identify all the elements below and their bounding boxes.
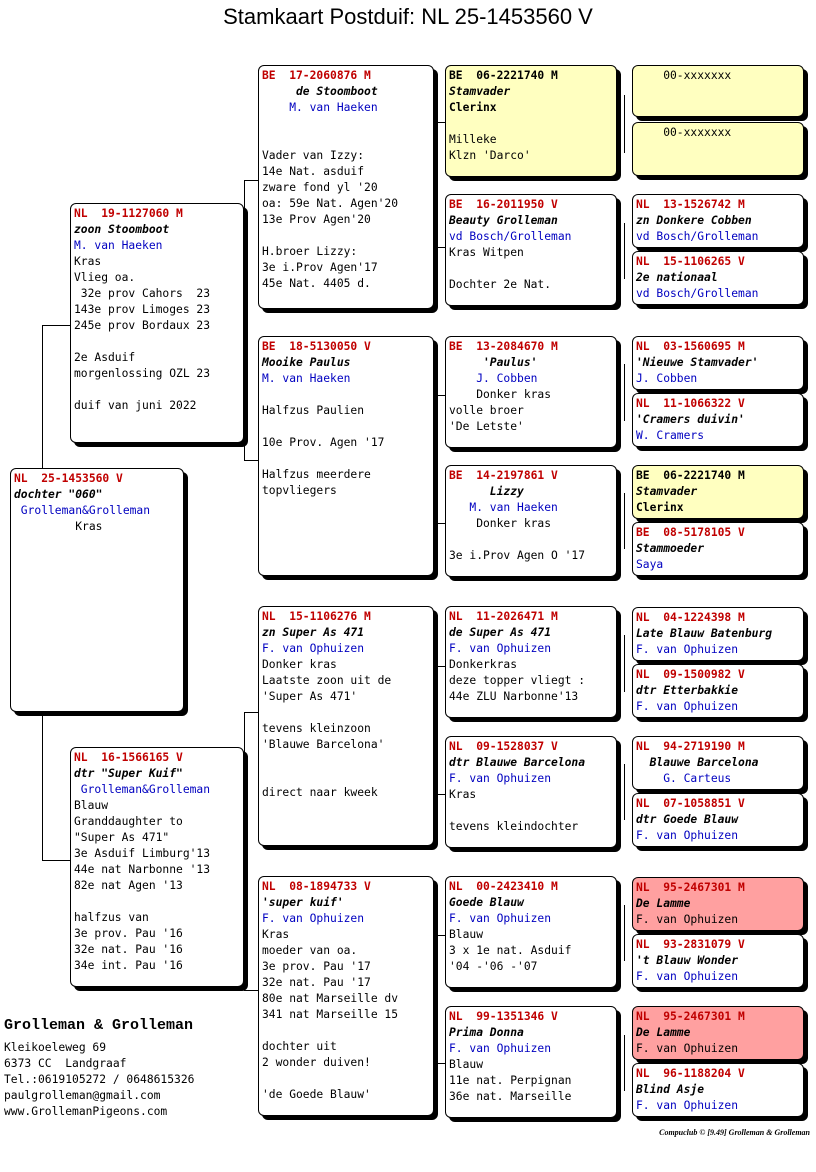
connector-line: [436, 666, 445, 667]
footer-credit: Compuclub © [9.49] Grolleman & Grolleman: [659, 1128, 810, 1137]
pigeon-name: De Lamme: [636, 1026, 691, 1039]
pigeon-name: Stammoeder: [636, 542, 705, 555]
pigeon-card-g4-15: [632, 1006, 804, 1060]
pigeon-info-line: [449, 803, 613, 819]
breeder-name: F. van Ophuizen: [636, 700, 739, 713]
pigeon-name: dtr Goede Blauw: [636, 813, 739, 826]
pigeon-card-proband: [10, 468, 184, 712]
breeder-name: vd Bosch/Grolleman: [636, 230, 759, 243]
breeder-name: vd Bosch/Grolleman: [449, 230, 572, 243]
breeder-name: F. van Ophuizen: [449, 1042, 552, 1055]
pigeon-info-line: [74, 894, 240, 910]
connector-line: [42, 325, 70, 326]
pigeon-info-line: 341 nat Marseille 15: [262, 1008, 399, 1021]
pigeon-card-g4-13: [632, 877, 804, 931]
pigeon-name: dtr "Super Kuif": [74, 767, 183, 780]
breeder-name: F. van Ophuizen: [449, 912, 552, 925]
pigeon-info-line: 10e Prov. Agen '17: [262, 436, 385, 449]
ring-number: NL 09-1528037 V: [449, 740, 558, 753]
breeder-name: F. van Ophuizen: [636, 829, 739, 842]
ring-number: NL 19-1127060 M: [74, 207, 183, 220]
connector-line: [42, 860, 70, 861]
ring-number: BE 14-2197861 V: [449, 469, 558, 482]
pigeon-info-line: [262, 1071, 430, 1087]
breeder-name: G. Carteus: [636, 772, 732, 785]
pigeon-info-line: Blauw: [449, 1058, 484, 1071]
owner-info: [4, 1018, 194, 1120]
owner-address-street: Kleikoeleweg 69: [4, 1041, 107, 1054]
pigeon-info-line: Klzn 'Darco': [449, 149, 531, 162]
ring-number: NL 16-1566165 V: [74, 751, 183, 764]
pigeon-name: Blind Asje: [636, 1083, 705, 1096]
ring-number: NL 99-1351346 V: [449, 1010, 558, 1023]
connector-line: [624, 493, 625, 549]
breeder-name: Grolleman&Grolleman: [74, 783, 211, 796]
connector-line: [436, 247, 445, 248]
pigeon-name: Goede Blauw: [449, 896, 524, 909]
pigeon-info-line: 32e nat. Pau '17: [262, 976, 371, 989]
pigeon-card-mother: [70, 747, 244, 987]
pigeon-name: Prima Donna: [449, 1026, 524, 1039]
pigeon-name: 'super kuif': [262, 896, 344, 909]
pigeon-info-line: 44e ZLU Narbonne'13: [449, 690, 579, 703]
pigeon-info-line: 45e Nat. 4405 d.: [262, 277, 371, 290]
pigeon-info-line: 44e nat Narbonne '13: [74, 863, 211, 876]
connector-line: [436, 935, 445, 936]
connector-line: [436, 395, 445, 396]
pigeon-name: 2e nationaal: [636, 271, 718, 284]
owner-address-city: 6373 CC Landgraaf: [4, 1057, 127, 1070]
pigeon-info-line: 3 x 1e nat. Asduif: [449, 944, 572, 957]
ring-number: NL 25-1453560 V: [14, 472, 123, 485]
pigeon-card-g4-14: [632, 934, 804, 988]
connector-line: [244, 712, 258, 713]
pigeon-name: de Super As 471: [449, 626, 552, 639]
pigeon-info-line: 'de Goede Blauw': [262, 1088, 371, 1101]
pigeon-info-line: halfzus van: [74, 911, 149, 924]
connector-line: [436, 523, 445, 524]
pigeon-name: dochter "060": [14, 488, 103, 501]
pigeon-info-line: 3e prov. Pau '17: [262, 960, 371, 973]
pigeon-info-line: zware fond yl '20: [262, 181, 378, 194]
pigeon-name: dtr Blauwe Barcelona: [449, 756, 586, 769]
pigeon-info-line: 36e nat. Marseille: [449, 1090, 572, 1103]
pigeon-card-ffm: [445, 194, 617, 306]
pigeon-info-line: Halfzus meerdere: [262, 468, 371, 481]
pigeon-card-fmf: [445, 336, 617, 448]
pigeon-info-line: [262, 419, 430, 435]
connector-line: [244, 990, 258, 991]
pigeon-name: 'Paulus': [449, 356, 538, 369]
pigeon-info-line: [262, 116, 430, 132]
pigeon-info-line: [262, 769, 430, 785]
pigeon-name: Stamvader: [449, 85, 511, 98]
pigeon-name: Lizzy: [449, 485, 524, 498]
ring-number: NL 95-2467301 M: [636, 1010, 745, 1023]
connector-line: [244, 712, 245, 990]
pigeon-info-line: Donker kras: [262, 658, 337, 671]
pigeon-name: zn Super As 471: [262, 626, 365, 639]
pigeon-card-g4-10: [632, 664, 804, 718]
pigeon-info-line: Donker kras: [449, 388, 552, 401]
pigeon-info-line: '04 -'06 -'07: [449, 960, 538, 973]
pigeon-info-line: topvliegers: [262, 484, 337, 497]
breeder-name: F. van Ophuizen: [636, 643, 739, 656]
connector-line: [624, 95, 625, 153]
pigeon-info-line: [262, 1023, 430, 1039]
pigeon-info-line: dochter uit: [262, 1040, 337, 1053]
pigeon-info-line: [74, 382, 240, 398]
pigeon-card-mmf: [445, 876, 617, 988]
pigeon-info-line: Kras: [74, 255, 102, 268]
pigeon-info-line: 00-xxxxxxx: [636, 69, 732, 82]
connector-line: [244, 460, 258, 461]
pigeon-info-line: Granddaughter to: [74, 815, 183, 828]
connector-line: [624, 1035, 625, 1091]
page-title: Stamkaart Postduif: NL 25-1453560 V: [223, 4, 593, 29]
connector-line: [436, 935, 437, 1063]
pigeon-info-line: 34e int. Pau '16: [74, 959, 183, 972]
pigeon-info-line: 3e i.Prov Agen'17: [262, 261, 378, 274]
pigeon-card-g4-4: [632, 251, 804, 305]
pigeon-info-line: volle broer: [449, 404, 524, 417]
ring-number: NL 15-1106276 M: [262, 610, 371, 623]
connector-line: [436, 395, 437, 523]
pigeon-card-g4-8: [632, 522, 804, 576]
pigeon-info-line: Donker kras: [449, 517, 552, 530]
breeder-name: F. van Ophuizen: [449, 772, 552, 785]
ring-number: BE 06-2221740 M: [449, 69, 558, 82]
connector-line: [436, 122, 437, 247]
pigeon-name: 't Blauw Wonder: [636, 954, 739, 967]
breeder-name: J. Cobben: [636, 372, 698, 385]
pigeon-name: De Lamme: [636, 897, 691, 910]
breeder-name: F. van Ophuizen: [262, 642, 365, 655]
pigeon-info-line: [262, 132, 430, 148]
breeder-name: Clerinx: [449, 101, 497, 114]
pigeon-card-g4-2: [632, 122, 804, 176]
pigeon-info-line: 3e prov. Pau '16: [74, 927, 183, 940]
ring-number: NL 11-1066322 V: [636, 397, 745, 410]
pigeon-info-line: [262, 228, 430, 244]
pigeon-card-g4-5: [632, 336, 804, 390]
pigeon-info-line: H.broer Lizzy:: [262, 245, 358, 258]
owner-name: Grolleman & Grolleman: [4, 1017, 194, 1034]
pigeon-info-line: 143e prov Limoges 23: [74, 303, 211, 316]
connector-line: [436, 794, 445, 795]
pigeon-card-father-mother: [258, 336, 434, 576]
pigeon-info-line: 2 wonder duiven!: [262, 1056, 371, 1069]
breeder-name: Saya: [636, 558, 664, 571]
connector-line: [42, 712, 43, 860]
pigeon-info-line: Vader van Izzy:: [262, 149, 365, 162]
pigeon-info-line: "Super As 471": [74, 831, 170, 844]
pigeon-info-line: Kras: [449, 788, 477, 801]
breeder-name: F. van Ophuizen: [636, 1099, 739, 1112]
pigeon-info-line: 'Blauwe Barcelona': [262, 738, 385, 751]
pigeon-card-g4-6: [632, 393, 804, 447]
pigeon-info-line: Donkerkras: [449, 658, 518, 671]
ring-number: NL 03-1560695 M: [636, 340, 745, 353]
pigeon-card-fmm: [445, 465, 617, 577]
pigeon-info-line: 82e nat Agen '13: [74, 879, 183, 892]
pigeon-info-line: Blauw: [74, 799, 109, 812]
pigeon-info-line: [74, 334, 240, 350]
ring-number: BE 17-2060876 M: [262, 69, 371, 82]
ring-number: NL 94-2719190 M: [636, 740, 745, 753]
pigeon-info-line: tevens kleinzoon: [262, 722, 371, 735]
ring-number: BE 08-5178105 V: [636, 526, 745, 539]
pigeon-info-line: [262, 387, 430, 403]
ring-number: BE 18-5130050 V: [262, 340, 371, 353]
ring-number: NL 09-1500982 V: [636, 668, 745, 681]
breeder-name: M. van Haeken: [262, 372, 351, 385]
pigeon-info-line: 32e nat. Pau '16: [74, 943, 183, 956]
ring-number: NL 07-1058851 V: [636, 797, 745, 810]
pigeon-info-line: 13e Prov Agen'20: [262, 213, 371, 226]
connector-line: [624, 905, 625, 961]
connector-line: [624, 223, 625, 279]
pigeon-info-line: [262, 705, 430, 721]
connector-line: [436, 1063, 445, 1064]
pigeon-info-line: [449, 116, 613, 132]
pigeon-info-line: 'Super As 471': [262, 690, 358, 703]
ring-number: NL 04-1224398 M: [636, 611, 745, 624]
pigeon-info-line: 11e nat. Perpignan: [449, 1074, 572, 1087]
breeder-name: W. Cramers: [636, 429, 705, 442]
owner-website: www.GrollemanPigeons.com: [4, 1105, 168, 1118]
ring-number: NL 11-2026471 M: [449, 610, 558, 623]
pigeon-card-g4-1: [632, 65, 804, 117]
pigeon-info-line: Vlieg oa.: [74, 271, 136, 284]
pigeon-info-line: [262, 753, 430, 769]
pigeon-info-line: morgenlossing OZL 23: [74, 367, 211, 380]
ring-number: NL 00-2423410 M: [449, 880, 558, 893]
pigeon-info-line: Kras: [262, 928, 290, 941]
ring-number: BE 16-2011950 V: [449, 198, 558, 211]
pigeon-name: Beauty Grolleman: [449, 214, 558, 227]
pigeon-card-mff: [445, 606, 617, 718]
pigeon-name: zn Donkere Cobben: [636, 214, 752, 227]
ring-number: BE 13-2084670 M: [449, 340, 558, 353]
pigeon-info-line: Halfzus Paulien: [262, 404, 365, 417]
pigeon-card-father-father: [258, 65, 434, 309]
pigeon-info-line: 245e prov Bordaux 23: [74, 319, 211, 332]
connector-line: [244, 180, 245, 460]
breeder-name: J. Cobben: [449, 372, 538, 385]
pigeon-info-line: Blauw: [449, 928, 484, 941]
pigeon-name: zoon Stoomboot: [74, 223, 170, 236]
connector-line: [624, 764, 625, 820]
ring-number: BE 06-2221740 M: [636, 469, 745, 482]
pigeon-name: dtr Etterbakkie: [636, 684, 739, 697]
breeder-name: vd Bosch/Grolleman: [636, 287, 759, 300]
pigeon-info-line: [449, 532, 613, 548]
pigeon-card-father: [70, 203, 244, 443]
pigeon-card-g4-7: [632, 465, 804, 519]
pigeon-info-line: Laatste zoon uit de: [262, 674, 392, 687]
ring-number: NL 93-2831079 V: [636, 938, 745, 951]
ring-number: NL 13-1526742 M: [636, 198, 745, 211]
pigeon-card-fff: [445, 65, 617, 177]
pigeon-card-g4-12: [632, 793, 804, 847]
pigeon-info-line: F. van Ophuizen: [636, 1042, 739, 1055]
pigeon-info-line: 80e nat Marseille dv: [262, 992, 399, 1005]
connector-line: [436, 122, 445, 123]
pigeon-info-line: 3e Asduif Limburg'13: [74, 847, 211, 860]
pigeon-info-line: tevens kleindochter: [449, 820, 579, 833]
pigeon-info-line: [449, 261, 613, 277]
pigeon-info-line: 'De Letste': [449, 420, 524, 433]
ring-number: NL 08-1894733 V: [262, 880, 371, 893]
pigeon-info-line: duif van juni 2022: [74, 399, 197, 412]
pigeon-card-g4-3: [632, 194, 804, 248]
breeder-name: Clerinx: [636, 501, 684, 514]
pigeon-card-mother-mother: [258, 876, 434, 1116]
connector-line: [42, 325, 43, 468]
connector-line: [244, 180, 258, 181]
owner-email: paulgrolleman@gmail.com: [4, 1089, 161, 1102]
ring-number: NL 95-2467301 M: [636, 881, 745, 894]
pigeon-name: Mooike Paulus: [262, 356, 351, 369]
pigeon-name: 'Nieuwe Stamvader': [636, 356, 759, 369]
pigeon-info-line: oa: 59e Nat. Agen'20: [262, 197, 399, 210]
pigeon-name: de Stoomboot: [262, 85, 378, 98]
breeder-name: M. van Haeken: [74, 239, 163, 252]
pigeon-info-line: 14e Nat. asduif: [262, 165, 365, 178]
ring-number: NL 96-1188204 V: [636, 1067, 745, 1080]
pigeon-info-line: Milleke: [449, 133, 497, 146]
breeder-name: M. van Haeken: [262, 101, 378, 114]
connector-line: [436, 666, 437, 794]
pigeon-name: Late Blauw Batenburg: [636, 627, 773, 640]
owner-phone: Tel.:0619105272 / 0648615326: [4, 1073, 195, 1086]
pigeon-name: Blauwe Barcelona: [636, 756, 759, 769]
breeder-name: F. van Ophuizen: [262, 912, 365, 925]
breeder-name: Grolleman&Grolleman: [14, 504, 151, 517]
pigeon-info-line: moeder van oa.: [262, 944, 358, 957]
pigeon-name: 'Cramers duivin': [636, 413, 745, 426]
pigeon-info-line: [262, 451, 430, 467]
pigeon-card-mmm: [445, 1006, 617, 1118]
ring-number: NL 15-1106265 V: [636, 255, 745, 268]
pigeon-card-mother-father: [258, 606, 434, 846]
pigeon-info-line: 32e prov Cahors 23: [74, 287, 211, 300]
pigeon-info-line: Kras: [14, 520, 103, 533]
pigeon-info-line: direct naar kweek: [262, 786, 378, 799]
connector-line: [624, 635, 625, 692]
pigeon-card-g4-11: [632, 736, 804, 790]
pigeon-info-line: 00-xxxxxxx: [636, 126, 732, 139]
pigeon-card-g4-16: [632, 1063, 804, 1117]
pigeon-info-line: Kras Witpen: [449, 246, 524, 259]
pigeon-card-mfm: [445, 736, 617, 848]
pigeon-info-line: deze topper vliegt :: [449, 674, 586, 687]
pigeon-info-line: 3e i.Prov Agen O '17: [449, 549, 586, 562]
pigeon-name: Stamvader: [636, 485, 698, 498]
pigeon-info-line: F. van Ophuizen: [636, 913, 739, 926]
connector-line: [624, 364, 625, 421]
pigeon-card-g4-9: [632, 607, 804, 661]
breeder-name: F. van Ophuizen: [449, 642, 552, 655]
pigeon-info-line: Dochter 2e Nat.: [449, 278, 552, 291]
pigeon-info-line: 2e Asduif: [74, 351, 136, 364]
breeder-name: F. van Ophuizen: [636, 970, 739, 983]
breeder-name: M. van Haeken: [449, 501, 558, 514]
